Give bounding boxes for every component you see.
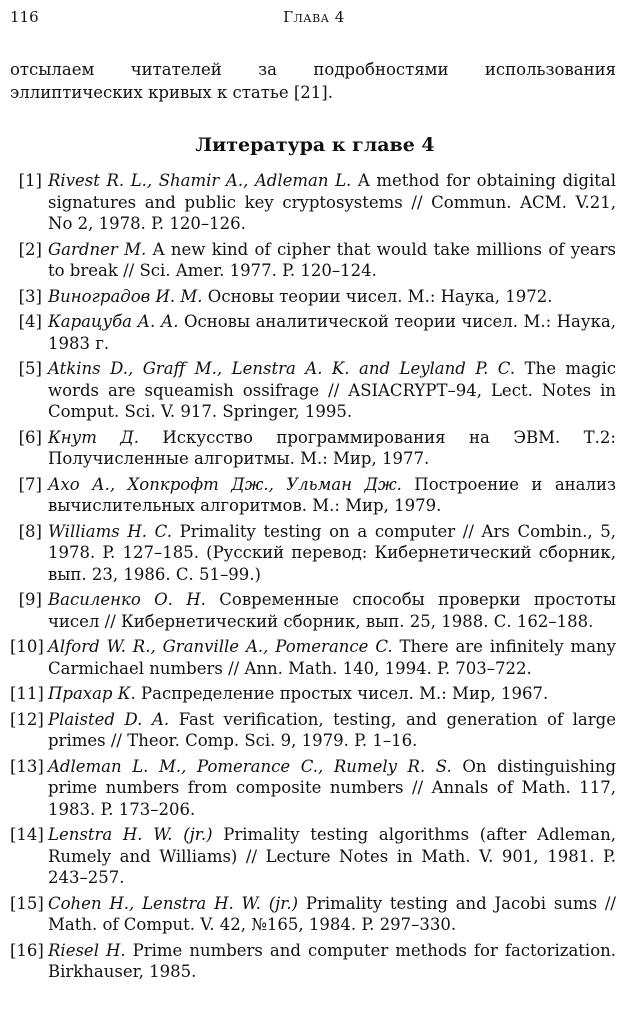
reference-text: The magic words are squeamish ossifrage // ASIACRYPT–94, Lect. Notes in Comput. Sci. V. 917. Springer, 1995. xyxy=(48,359,616,421)
reference-authors: Lenstra H. W. (jr.) xyxy=(48,825,213,844)
reference-number: [2] xyxy=(18,239,42,259)
reference-item xyxy=(0,709,616,752)
page-number: 116 xyxy=(10,8,39,26)
reference-text: Распределение простых чисел. М.: Мир, 1967. xyxy=(135,684,549,703)
reference-number: [13] xyxy=(10,756,44,776)
reference-number: [8] xyxy=(18,521,42,541)
reference-number: [6] xyxy=(18,427,42,447)
reference-text: Современные способы проверки простоты чисел // Кибернетический сборник, вып. 25, 1988. С. 162–188. xyxy=(48,590,616,631)
reference-item xyxy=(0,170,616,235)
reference-authors: Карацуба А. А. xyxy=(48,312,179,331)
reference-item xyxy=(0,474,616,517)
reference-authors: Виноградов И. М. xyxy=(48,286,203,306)
reference-item xyxy=(0,893,616,936)
reference-text: Prime numbers and computer methods for factorization. Birkhauser, 1985. xyxy=(48,940,616,981)
reference-text: Основы аналитической теории чисел. М.: Наука, 1983 г. xyxy=(48,312,616,353)
reference-number: [9] xyxy=(18,590,42,609)
reference-authors: Ахо А., Хопкрофт Дж., Ульман Дж. xyxy=(48,474,402,494)
reference-text: Primality testing on a computer // Ars Combin., 5, 1978. P. 127–185. (Русский перевод: Кибернетический сборник, вып. 23, 1986. С. 51–99.) xyxy=(48,521,616,584)
reference-number: [10] xyxy=(10,637,44,656)
reference-number: [1] xyxy=(18,171,42,190)
reference-text: Искусство программирования на ЭВМ. Т.2: Получисленные алгоритмы. М.: Мир, 1977. xyxy=(48,427,616,468)
reference-number: [5] xyxy=(18,359,42,378)
reference-text: Основы теории чисел. М.: Наука, 1972. xyxy=(202,286,553,306)
reference-item xyxy=(0,683,616,705)
reference-authors: Plaisted D. A. xyxy=(48,709,170,729)
reference-authors: Прахар К. xyxy=(48,684,136,703)
reference-text: Primality testing algorithms (after Adleman, Rumely and Williams) // Lecture Notes in Math. V. 901, 1981. P. 243–257. xyxy=(48,825,617,887)
reference-authors: Adleman L. M., Pomerance C., Rumely R. S. xyxy=(48,756,452,776)
reference-authors: Rivest R. L., Shamir A., Adleman L. xyxy=(48,171,352,190)
page-header xyxy=(10,8,618,28)
intro-paragraph: отсылаем читателей за подробностями использования эллиптических кривых к статье [21]. xyxy=(10,60,616,102)
reference-item xyxy=(0,940,616,983)
reference-list xyxy=(0,170,616,987)
reference-number: [3] xyxy=(18,286,42,306)
reference-number: [7] xyxy=(18,474,42,494)
reference-number: [14] xyxy=(10,825,44,844)
reference-number: [11] xyxy=(10,684,44,703)
reference-item xyxy=(0,286,616,308)
reference-item xyxy=(0,311,616,354)
running-head: Глава 4 xyxy=(283,8,345,26)
reference-item xyxy=(0,427,616,470)
reference-item xyxy=(0,589,616,632)
reference-item xyxy=(0,239,616,282)
reference-authors: Cohen H., Lenstra H. W. (jr.) xyxy=(48,893,299,913)
reference-text: A new kind of cipher that would take millions of years to break // Sci. Amer. 1977. P. 120–124. xyxy=(48,239,616,280)
reference-number: [15] xyxy=(10,893,44,913)
reference-text: Построение и анализ вычислительных алгоритмов. М.: Мир, 1979. xyxy=(48,474,616,515)
section-title: Литература к главе 4 xyxy=(195,134,435,156)
reference-text: Fast verification, testing, and generation of large primes // Theor. Comp. Sci. 9, 1979. P. 1–16. xyxy=(48,709,616,750)
reference-number: [16] xyxy=(10,940,44,960)
reference-authors: Кнут Д. xyxy=(48,427,139,447)
reference-text: There are infinitely many Carmichael numbers // Ann. Math. 140, 1994. P. 703–722. xyxy=(48,637,616,678)
reference-item xyxy=(0,824,616,889)
reference-text: On distinguishing prime numbers from composite numbers // Annals of Math. 117, 1983. P. 173–206. xyxy=(48,756,617,819)
reference-text: Primality testing and Jacobi sums // Math. of Comput. V. 42, №165, 1984. P. 297–330. xyxy=(48,893,616,934)
reference-authors: Gardner M. xyxy=(48,239,147,259)
reference-item xyxy=(0,636,616,679)
reference-number: [12] xyxy=(10,709,44,729)
reference-item xyxy=(0,756,616,821)
reference-authors: Василенко О. Н. xyxy=(48,590,206,609)
reference-authors: Atkins D., Graff M., Lenstra A. K. and Leyland P. C. xyxy=(48,359,516,378)
reference-authors: Williams H. C. xyxy=(48,521,172,541)
reference-number: [4] xyxy=(18,312,42,331)
reference-text: A method for obtaining digital signatures and public key cryptosystems // Commun. ACM. V.21, No 2, 1978. P. 120–126. xyxy=(48,171,616,233)
reference-item xyxy=(0,521,616,586)
reference-item xyxy=(0,358,616,423)
reference-authors: Alford W. R., Granville A., Pomerance C. xyxy=(48,637,393,656)
reference-authors: Riesel H. xyxy=(48,940,126,960)
